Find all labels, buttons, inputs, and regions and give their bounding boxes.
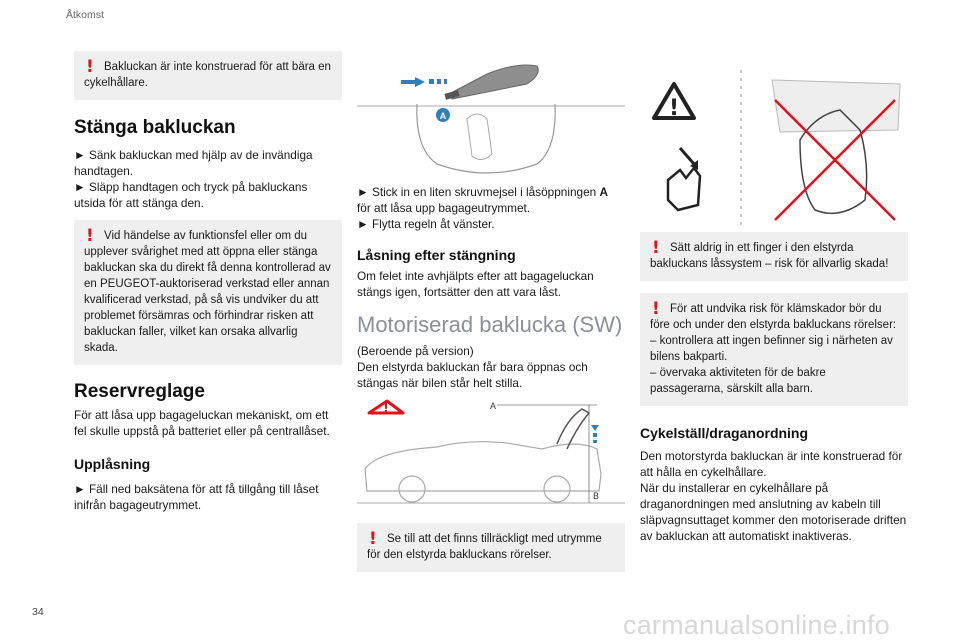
figure-tailgate-clearance <box>357 399 625 509</box>
watermark: carmanualsonline.info <box>623 610 890 640</box>
bike-text-1: Den motorstyrda bakluckan är inte konstruerad för att hålla en cykelhållare. <box>640 449 903 479</box>
unlock-step: ► Fäll ned baksätena för att få tillgång till låset inifrån bagageutrymmet. <box>74 482 319 512</box>
heading-unlocking: Upplåsning <box>74 456 151 472</box>
heading-close-tailgate: Stänga bakluckan <box>74 117 236 138</box>
motor-version-note: (Beroende på version) <box>357 344 474 358</box>
warning-icon: ! <box>652 299 660 319</box>
warning-icon: ! <box>86 226 94 246</box>
warning-box <box>74 51 342 100</box>
warning-text: För att undvika risk för klämskador bör du före och under den elstyrda bakluckans rörelser: <box>650 303 897 331</box>
finger-pinch-illustration <box>640 70 908 226</box>
warning-icon: ! <box>369 529 377 549</box>
warning-icon: ! <box>86 57 94 77</box>
warning-box <box>74 220 342 365</box>
warning-triangle-icon: ! <box>383 401 389 415</box>
warning-list-item: – övervaka aktiviteten för de bakre passagerarna, särskilt alla barn. <box>650 367 826 395</box>
warning-icon: ! <box>652 238 660 258</box>
column-3 <box>640 0 908 544</box>
section-label: Åtkomst <box>66 9 104 21</box>
heading-backup-control: Reservreglage <box>74 381 205 402</box>
figure-label-a: A <box>439 111 447 121</box>
clearance-label-b: B <box>593 491 600 501</box>
move-latch-step: ► Flytta regeln åt vänster. <box>357 217 495 231</box>
warning-list-item: – kontrollera att ingen befinner sig i närheten av bilens bakparti. <box>650 335 893 363</box>
warning-text: Bakluckan är inte konstruerad för att bära en cykelhållare. <box>84 61 331 89</box>
warning-text: Vid händelse av funktionsfel eller om du upplever svårighet med att öppna eller stänga bakluckan ska du direkt få denna kontrollerad av en PEUGEOT-auktoriserad verkstad eller annan kvalificerad verkstad, på så vis undviker du att problemet försämras och förhindrar risken att bakluckan faller, vilket kan orsaka allvarlig skada. <box>84 230 331 354</box>
step-bold-a: A <box>599 185 609 199</box>
heading-locking-after-close: Låsning efter stängning <box>357 247 516 263</box>
heading-motorised-tailgate: Motoriserad baklucka (SW) <box>357 312 623 337</box>
heading-bike-rack: Cykelställ/draganordning <box>640 425 809 441</box>
figure-finger-warning <box>640 70 908 226</box>
motor-text: Den elstyrda bakluckan får bara öppnas och stängas när bilen står helt stilla. <box>357 360 588 390</box>
car-tailgate-illustration <box>357 399 625 509</box>
column-2 <box>357 0 625 572</box>
warning-text: Se till att det finns tillräckligt med utrymme för den elstyrda bakluckans rörelser. <box>367 533 602 561</box>
warning-box <box>640 232 908 281</box>
close-step-2: ► Släpp handtagen och tryck på bakluckans utsida för att stänga den. <box>74 180 308 210</box>
screwdriver-step <box>357 184 625 216</box>
lock-text: Om felet inte avhjälpts efter att bagageluckan stängs igen, fortsätter den att vara låst. <box>357 269 594 299</box>
column-1 <box>74 0 342 513</box>
backup-text: För att låsa upp bagageluckan mekaniskt, om ett fel skulle uppstå på batteriet eller på centrallåset. <box>74 408 330 438</box>
warning-box <box>357 523 625 572</box>
step-text: för att låsa upp bagageutrymmet. <box>357 201 531 215</box>
warning-box <box>640 293 908 406</box>
bike-text-2: När du installerar en cykelhållare på draganordningen med anslutning av kabeln till släpvagnsuttaget kommer den motoriserade driften av bakluckan att automatiskt inaktiveras. <box>640 481 907 543</box>
clearance-label-a: A <box>490 401 497 411</box>
page-number: 34 <box>32 606 44 618</box>
close-step-1: ► Sänk bakluckan med hjälp av de invändiga handtagen. <box>74 148 313 178</box>
step-text: ► Stick in en liten skruvmejsel i låsöppningen <box>357 185 600 199</box>
warning-triangle-icon: ! <box>668 96 680 121</box>
screwdriver-lock-illustration <box>357 64 625 176</box>
warning-text: Sätt aldrig in ett finger i den elstyrda bakluckans låssystem – risk för allvarlig skada! <box>650 242 889 270</box>
figure-screwdriver-lock <box>357 64 625 176</box>
